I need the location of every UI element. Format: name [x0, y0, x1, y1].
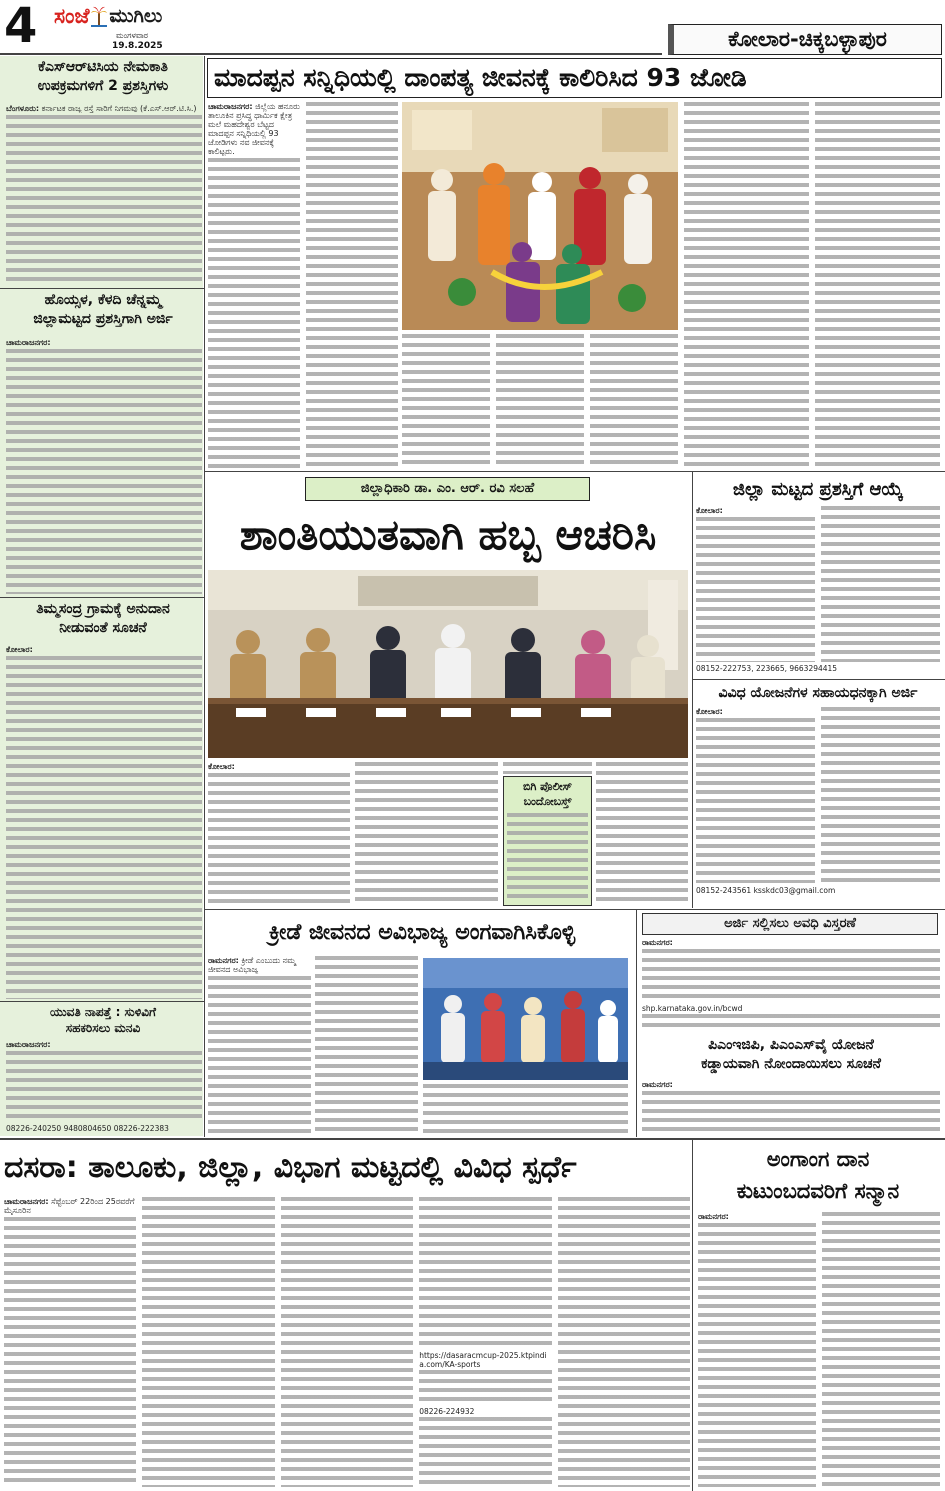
issue-date: 19.8.2025: [112, 41, 163, 51]
dasara-text-col4b: [419, 1370, 551, 1406]
left-divider-2: [0, 597, 204, 598]
timmasandra-headline-line1: ತಿಮ್ಮಸಂದ್ರ ಗ್ರಾಮಕ್ಕೆ ಅನುದಾನ: [36, 601, 170, 617]
masthead-palm-icon: [91, 5, 107, 27]
festival-lead: [208, 762, 350, 771]
dasara-dateline: ಚಾಮರಾಜನಗರ:: [4, 1197, 49, 1206]
dasara-text-col3: [281, 1197, 413, 1487]
pmegp-dateline: ರಾಮನಗರ:: [642, 1080, 673, 1089]
organ-donation-headline: [696, 1143, 940, 1209]
header-rule: [0, 53, 662, 55]
missing-woman-headline: [4, 1004, 202, 1038]
pmegp-body: [642, 1080, 940, 1134]
missing-woman-phones: [6, 1124, 202, 1133]
sports-photo: [423, 958, 628, 1080]
dasara-lead: [4, 1197, 136, 1215]
festival-text-col2: [355, 762, 498, 906]
ksrtc-headline-line1: ಕೆಎಸ್‌ಆರ್‌ಟಿಸಿಯ ನೇಮಕಾತಿ: [38, 59, 168, 75]
subsidy-text-col2: [821, 707, 940, 883]
missing-woman-phone-1: 08226-240250: [6, 1124, 62, 1133]
subsidy-contact: [696, 886, 940, 898]
police-box-headline: [507, 780, 588, 810]
organ-donation-headline-line1: ಅಂಗಾಂಗ ದಾನ: [766, 1147, 870, 1171]
sports-text-col2: [315, 956, 418, 1134]
sports-body-col1: [208, 956, 311, 1134]
mass-wedding-lead: [208, 102, 300, 156]
masthead-part1: ಸಂಜೆ: [54, 3, 90, 28]
dasara-text-col4c: [419, 1417, 551, 1487]
subsidy-phone: 08152-243561: [696, 886, 752, 895]
timmasandra-text-body: [6, 656, 202, 999]
mass-wedding-text-col3: [402, 334, 490, 468]
dasara-phone: 08226-224932: [419, 1407, 475, 1416]
lower-right-divider: [636, 909, 637, 1137]
missing-woman-dateline: ಚಾಮರಾಜನಗರ:: [6, 1040, 51, 1049]
sports-body-col2: [315, 956, 418, 1134]
mass-wedding-body-right: [684, 102, 940, 468]
ksrtc-headline: [4, 58, 202, 102]
deadline-extension-dateline: ರಾಮನಗರ:: [642, 938, 673, 947]
hoysala-dateline: ಚಾಮರಾಜನಗರ:: [6, 338, 51, 347]
issue-day: ಮಂಗಳವಾರ: [116, 31, 149, 40]
missing-woman-body: [6, 1040, 202, 1134]
ksrtc-text-body: [6, 115, 202, 286]
festival-text-col4: [596, 762, 688, 906]
ksrtc-lead: [6, 104, 202, 113]
district-award-text-col1: [696, 517, 815, 662]
organ-donation-dateline: ರಾಮನಗರ:: [698, 1212, 729, 1221]
police-box-headline-line2: ಬಂದೋಬಸ್ತ್: [523, 794, 572, 808]
subsidy-email: ksskdc03@gmail.com: [753, 886, 836, 895]
mass-wedding-photo: [402, 102, 678, 330]
mass-wedding-text-col1: [208, 158, 300, 468]
police-box-headline-line1: ಬಿಗಿ ಪೊಲೀಸ್: [522, 780, 573, 793]
festival-text-col3: [503, 762, 592, 774]
festival-headline: ಶಾಂತಿಯುತವಾಗಿ ಹಬ್ಬ ಆಚರಿಸಿ: [239, 510, 657, 559]
top-story-divider: [205, 471, 945, 472]
deadline-extension-body: [642, 938, 940, 1032]
police-box: [503, 776, 592, 906]
police-box-text: [507, 813, 588, 902]
subsidy-lead: [696, 707, 815, 716]
section-banner: ಕೋಲಾರ-ಚಿಕ್ಕಬಳ್ಳಾಪುರ: [668, 24, 942, 55]
dasara-text-col4: [419, 1197, 551, 1350]
missing-woman-phone-3: 08226-222383: [113, 1124, 169, 1133]
sports-lead-text: ಕ್ರೀಡೆ ಎಂಬುದು ನಮ್ಮ ಜೀವನದ ಅವಿಭಾಜ್ಯ: [208, 956, 296, 974]
mass-wedding-text-col4: [496, 334, 584, 468]
mass-wedding-body-middle: [402, 334, 678, 468]
sports-text-col3: [423, 1084, 628, 1134]
left-divider-3: [0, 1001, 204, 1002]
organ-donation-body: [698, 1212, 940, 1487]
festival-body-col2: [355, 762, 498, 906]
ksrtc-headline-line2: ಉಪಕ್ರಮಗಳಿಗೆ 2 ಪ್ರಶಸ್ತಿಗಳು: [37, 77, 169, 94]
ksrtc-dateline: ಬೆಂಗಳೂರು:: [6, 104, 40, 113]
left-divider-1: [0, 288, 204, 289]
pmegp-lead: [642, 1080, 940, 1089]
missing-woman-text-body: [6, 1051, 202, 1123]
right-column-divider: [692, 471, 693, 908]
mass-wedding-dateline: ಚಾಮರಾಜನಗರ:: [208, 102, 253, 111]
district-award-text-col2: [821, 506, 940, 662]
organ-donation-text-col1: [698, 1223, 816, 1487]
dasara-headline: ದಸರಾ: ತಾಲೂಕು, ಜಿಲ್ಲಾ, ವಿಭಾಗ ಮಟ್ಟದಲ್ಲಿ ವಿವಿಧ ಸ್ಪರ್ಧೆ: [4, 1150, 577, 1185]
festival-kicker: ಜಿಲ್ಲಾಧಿಕಾರಿ ಡಾ. ಎಂ. ಆರ್. ರವಿ ಸಲಹೆ: [305, 477, 590, 501]
deadline-extension-text-end: [642, 1014, 940, 1032]
missing-woman-lead: [6, 1040, 202, 1049]
right-divider-1: [693, 679, 945, 680]
mass-wedding-headline: ಮಾದಪ್ಪನ ಸನ್ನಿಧಿಯಲ್ಲಿ ದಾಂಪತ್ಯ ಜೀವನಕ್ಕೆ ಕಾಲಿರಿಸಿದ 93 ಜೋಡಿ: [207, 58, 942, 98]
mass-wedding-lead-text: ಜಿಲ್ಲೆಯ ಹನೂರು ತಾಲೂಕಿನ ಪ್ರಸಿದ್ಧ ಧಾರ್ಮಿಕ ಕ್ಷೇತ್ರ ಮಲೆ ಮಹದೇಶ್ವರ ಬೆಟ್ಟದ ಮಾದಪ್ಪನ ಸನ್ನಿಧಿಯಲ್ಲಿ 93 ಜೋಡಿಗಳು ನವ ಜೀವನಕ್ಕೆ ಕಾಲಿಟ್ಟರು.: [208, 102, 300, 156]
festival-meeting-photo: [208, 570, 688, 758]
bottom-right-divider: [692, 1140, 693, 1491]
festival-text-col1: [208, 773, 350, 906]
organ-donation-lead: [698, 1212, 816, 1221]
mass-wedding-text-col7: [815, 102, 940, 468]
hoysala-headline-line2: ಜಿಲ್ಲಾಮಟ್ಟದ ಪ್ರಶಸ್ತಿಗಾಗಿ ಅರ್ಜಿ: [33, 310, 173, 327]
sports-dateline: ರಾಮನಗರ:: [208, 956, 239, 965]
hoysala-headline: [4, 291, 202, 335]
timmasandra-lead: [6, 645, 202, 654]
ksrtc-lead-text: ಕರ್ನಾಟಕ ರಾಜ್ಯ ರಸ್ತೆ ಸಾರಿಗೆ ನಿಗಮವು (ಕೆ.ಎಸ್.ಆರ್.ಟಿ.ಸಿ.): [41, 104, 197, 113]
district-award-lead: [696, 506, 815, 515]
mass-wedding-text-col6: [684, 102, 809, 468]
deadline-extension-headline: ಅರ್ಜಿ ಸಲ್ಲಿಸಲು ಅವಧಿ ವಿಸ್ತರಣೆ: [642, 913, 938, 935]
district-award-dateline: ಕೋಲಾರ:: [696, 506, 723, 515]
page-number: 4: [4, 0, 38, 52]
subsidy-headline: ವಿವಿಧ ಯೋಜನೆಗಳ ಸಹಾಯಧನಕ್ಕಾಗಿ ಅರ್ಜಿ: [718, 685, 918, 701]
dasara-lead-text: ಸೆಪ್ಟೆಂಬರ್ 22ರಿಂದ 25ರವರೆಗೆ ಮೈಸೂರಿನ: [4, 1197, 135, 1215]
subsidy-body: [696, 707, 940, 883]
ksrtc-body: [6, 104, 202, 286]
sports-body-col3: [423, 1084, 628, 1134]
festival-body-col4: [596, 762, 688, 906]
missing-woman-phone-2: 9480804650: [63, 1124, 112, 1133]
pmegp-headline-line1: ಪಿಎಂಇಜಿಪಿ, ಪಿಎಂಎಸ್‌ವೈ ಯೋಜನೆ: [708, 1037, 874, 1053]
bottom-section-divider: [0, 1138, 945, 1140]
pmegp-headline: [642, 1036, 940, 1078]
organ-donation-headline-line2: ಕುಟುಂಬದವರಿಗೆ ಸನ್ಮಾನ: [736, 1179, 900, 1203]
left-column-divider: [204, 56, 205, 1137]
deadline-extension-text: [642, 949, 940, 1003]
mass-wedding-body-left: [208, 102, 398, 468]
subsidy-dateline: ಕೋಲಾರ:: [696, 707, 723, 716]
timmasandra-dateline: ಕೋಲಾರ:: [6, 645, 33, 654]
dasara-url[interactable]: https://dasaracmcup-2025.ktpindia.com/KA-sports: [419, 1351, 547, 1369]
hoysala-body: [6, 338, 202, 594]
timmasandra-body: [6, 645, 202, 999]
deadline-extension-url[interactable]: shp.karnataka.gov.in/bcwd: [642, 1004, 743, 1013]
organ-donation-text-col2: [822, 1212, 940, 1487]
sports-text-col1: [208, 976, 311, 1134]
mass-wedding-text-col5: [590, 334, 678, 468]
masthead: [54, 2, 184, 30]
dasara-body: [4, 1197, 690, 1487]
pmegp-headline-line2: ಕಡ್ಡಾಯವಾಗಿ ನೋಂದಾಯಿಸಲು ಸೂಚನೆ: [701, 1055, 881, 1072]
festival-dateline: ಕೋಲಾರ:: [208, 762, 235, 771]
hoysala-headline-line1: ಹೊಯ್ಸಳ, ಕೆಳದಿ ಚೆನ್ನಮ್ಮ: [44, 292, 162, 308]
sports-headline: ಕ್ರೀಡೆ ಜೀವನದ ಅವಿಭಾಜ್ಯ ಅಂಗವಾಗಿಸಿಕೊಳ್ಳಿ: [268, 920, 576, 945]
pmegp-text: [642, 1091, 940, 1134]
festival-body-col3: [503, 762, 592, 774]
dasara-text-col5: [558, 1197, 690, 1487]
hoysala-text-body: [6, 349, 202, 594]
festival-body-col1: [208, 762, 350, 906]
mass-wedding-text-col2: [306, 102, 398, 468]
dasara-text-col2: [142, 1197, 274, 1487]
masthead-part2: ಮುಗಿಲು: [109, 5, 163, 27]
timmasandra-headline-line2: ನೀಡುವಂತೆ ಸೂಚನೆ: [59, 619, 147, 636]
middle-divider: [205, 909, 945, 910]
district-award-body: [696, 506, 940, 662]
missing-woman-headline-line2: ಸಹಕರಿಸಲು ಮನವಿ: [65, 1021, 141, 1036]
sports-lead: [208, 956, 311, 974]
hoysala-lead: [6, 338, 202, 347]
district-award-phones: 08152-222753, 223665, 9663294415: [696, 664, 838, 673]
dasara-text-col1: [4, 1217, 136, 1487]
district-award-headline: ಜಿಲ್ಲಾ ಮಟ್ಟದ ಪ್ರಶಸ್ತಿಗೆ ಆಯ್ಕೆ: [732, 479, 904, 500]
timmasandra-headline: [4, 600, 202, 642]
subsidy-text-col1: [696, 718, 815, 883]
deadline-extension-lead: [642, 938, 940, 947]
missing-woman-headline-line1: ಯುವತಿ ನಾಪತ್ತೆ : ಸುಳಿವಿಗೆ: [50, 1005, 156, 1019]
